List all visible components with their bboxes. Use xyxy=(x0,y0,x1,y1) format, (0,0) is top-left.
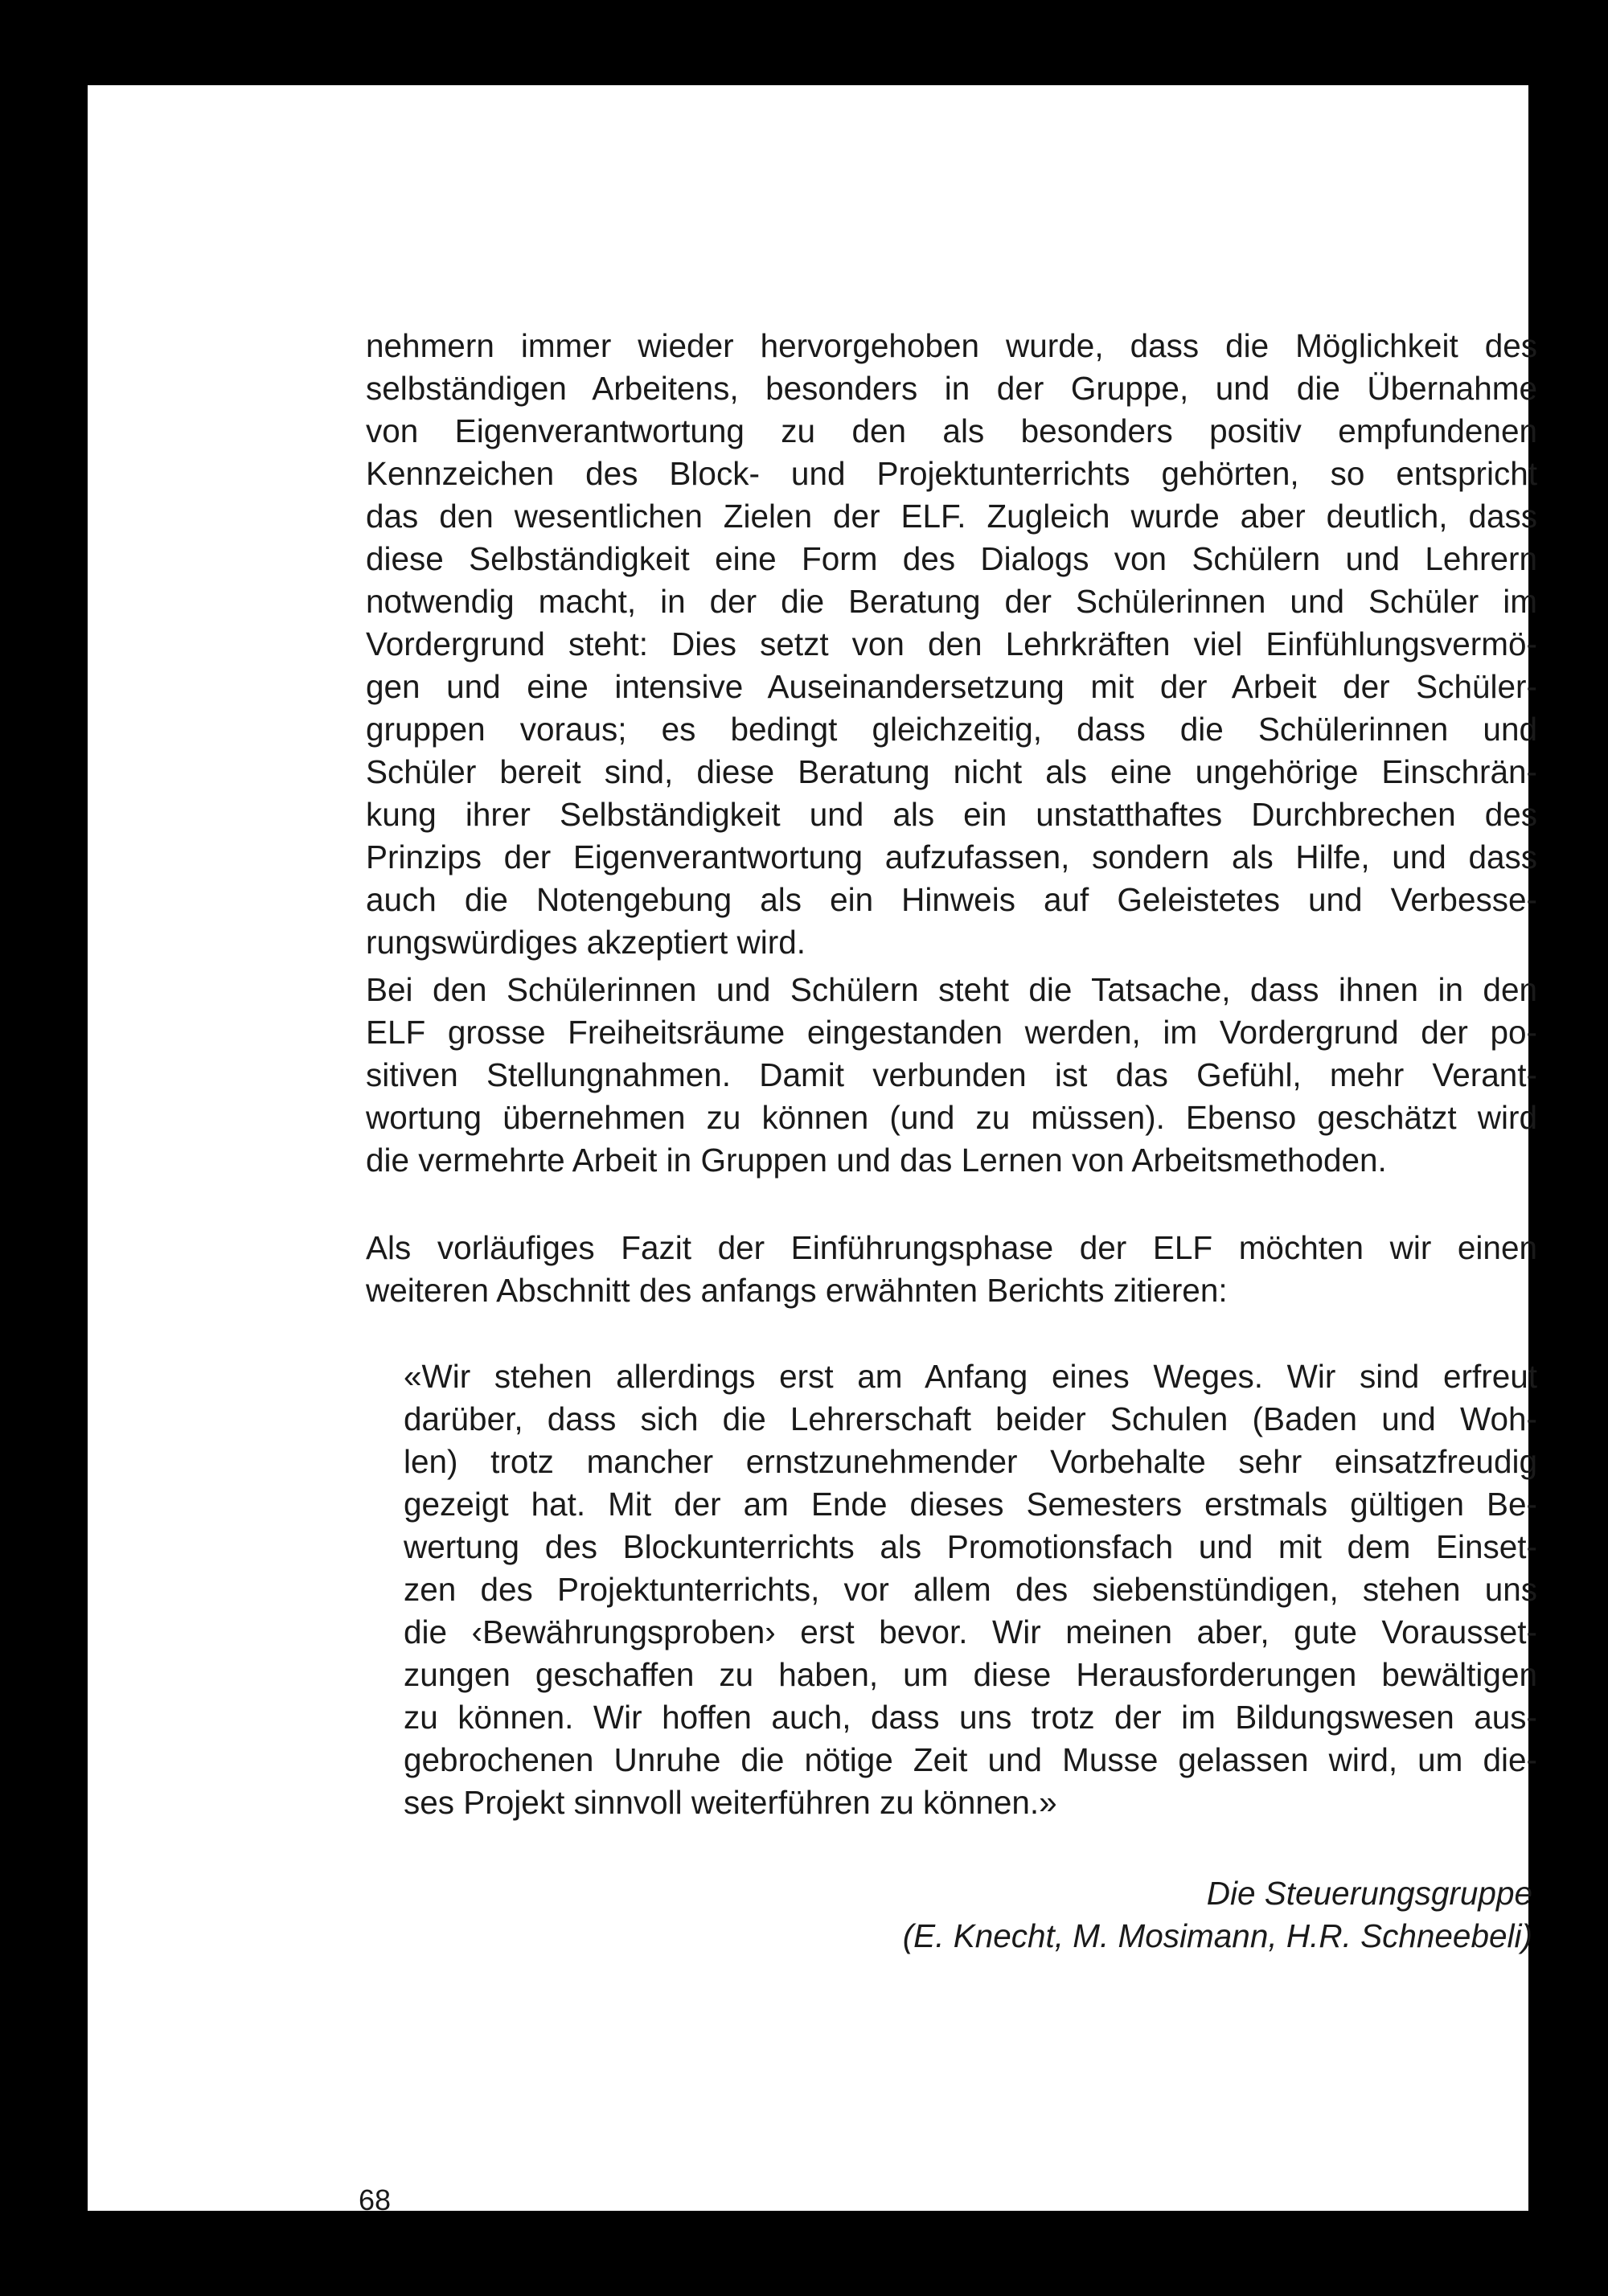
text-line: zungen geschaffen zu haben, um diese Herausforderungen bewältigen xyxy=(404,1656,1537,1693)
text-line: len) trotz mancher ernstzunehmender Vorbehalte sehr einsatzfreudig xyxy=(404,1443,1537,1480)
text-line: Als vorläufiges Fazit der Einführungsphase der ELF möchten wir einen xyxy=(366,1229,1537,1266)
text-line: Bei den Schülerinnen und Schülern steht die Tatsache, dass ihnen in den xyxy=(366,971,1537,1008)
text-line: diese Selbständigkeit eine Form des Dialogs von Schülern und Lehrern xyxy=(366,540,1537,577)
paragraph-3 xyxy=(366,1227,1537,1312)
text-line: nehmern immer wieder hervorgehoben wurde, dass die Möglichkeit des xyxy=(366,327,1537,364)
text-line: notwendig macht, in der die Beratung der Schülerinnen und Schüler im xyxy=(366,583,1537,620)
paragraph-2 xyxy=(366,969,1537,1182)
text-line: gebrochenen Unruhe die nötige Zeit und Musse gelassen wird, um die- xyxy=(404,1741,1537,1778)
text-line: auch die Notengebung als ein Hinweis auf Geleistetes und Verbesse- xyxy=(366,881,1537,918)
text-line: Die Steuerungsgruppe xyxy=(1206,1875,1532,1912)
text-line: zu können. Wir hoffen auch, dass uns trotz der im Bildungswesen aus- xyxy=(404,1699,1537,1736)
text-line: gezeigt hat. Mit der am Ende dieses Semesters erstmals gültigen Be- xyxy=(404,1486,1537,1523)
text-line: ses Projekt sinnvoll weiterführen zu können.» xyxy=(404,1784,1057,1821)
text-line: Schüler bereit sind, diese Beratung nicht als eine ungehörige Einschrän- xyxy=(366,753,1537,790)
text-line: wortung übernehmen zu können (und zu müssen). Ebenso geschätzt wird xyxy=(366,1099,1537,1136)
text-line: Vordergrund steht: Dies setzt von den Lehrkräften viel Einfühlungsvermö- xyxy=(366,625,1537,662)
text-line: die ‹Bewährungsproben› erst bevor. Wir meinen aber, gute Vorausset- xyxy=(404,1613,1537,1650)
text-line: selbständigen Arbeitens, besonders in der Gruppe, und die Übernahme xyxy=(366,370,1537,407)
text-line: sitiven Stellungnahmen. Damit verbunden ist das Gefühl, mehr Verant- xyxy=(366,1056,1537,1093)
text-line: weiteren Abschnitt des anfangs erwähnten Berichts zitieren: xyxy=(366,1272,1228,1309)
text-line: zen des Projektunterrichts, vor allem des siebenstündigen, stehen uns xyxy=(404,1571,1537,1608)
signature xyxy=(731,1872,1532,1958)
block-quote xyxy=(404,1355,1537,1824)
text-line: die vermehrte Arbeit in Gruppen und das Lernen von Arbeitsmethoden. xyxy=(366,1142,1387,1179)
text-line: Kennzeichen des Block- und Projektunterrichts gehörten, so entspricht xyxy=(366,455,1537,492)
text-line: Prinzips der Eigenverantwortung aufzufassen, sondern als Hilfe, und dass xyxy=(366,838,1537,875)
text-line: wertung des Blockunterrichts als Promotionsfach und mit dem Einset- xyxy=(404,1528,1537,1565)
text-line: rungswürdiges akzeptiert wird. xyxy=(366,924,806,961)
text-line: darüber, dass sich die Lehrerschaft beider Schulen (Baden und Woh- xyxy=(404,1400,1537,1437)
text-line: «Wir stehen allerdings erst am Anfang eines Weges. Wir sind erfreut xyxy=(404,1358,1537,1395)
text-line: ELF grosse Freiheitsräume eingestanden werden, im Vordergrund der po- xyxy=(366,1014,1537,1051)
text-line: das den wesentlichen Zielen der ELF. Zugleich wurde aber deutlich, dass xyxy=(366,498,1537,535)
text-line: (E. Knecht, M. Mosimann, H.R. Schneebeli) xyxy=(902,1917,1532,1954)
page-number: 68 xyxy=(359,2183,392,2216)
paragraph-1 xyxy=(366,325,1537,964)
text-line: von Eigenverantwortung zu den als besonders positiv empfundenen xyxy=(366,412,1537,449)
document-page xyxy=(88,85,1537,2216)
text-line: gruppen voraus; es bedingt gleichzeitig, dass die Schülerinnen und xyxy=(366,711,1537,748)
text-line: kung ihrer Selbständigkeit und als ein unstatthaftes Durchbrechen des xyxy=(366,796,1537,833)
text-line: gen und eine intensive Auseinandersetzung mit der Arbeit der Schüler- xyxy=(366,668,1537,705)
